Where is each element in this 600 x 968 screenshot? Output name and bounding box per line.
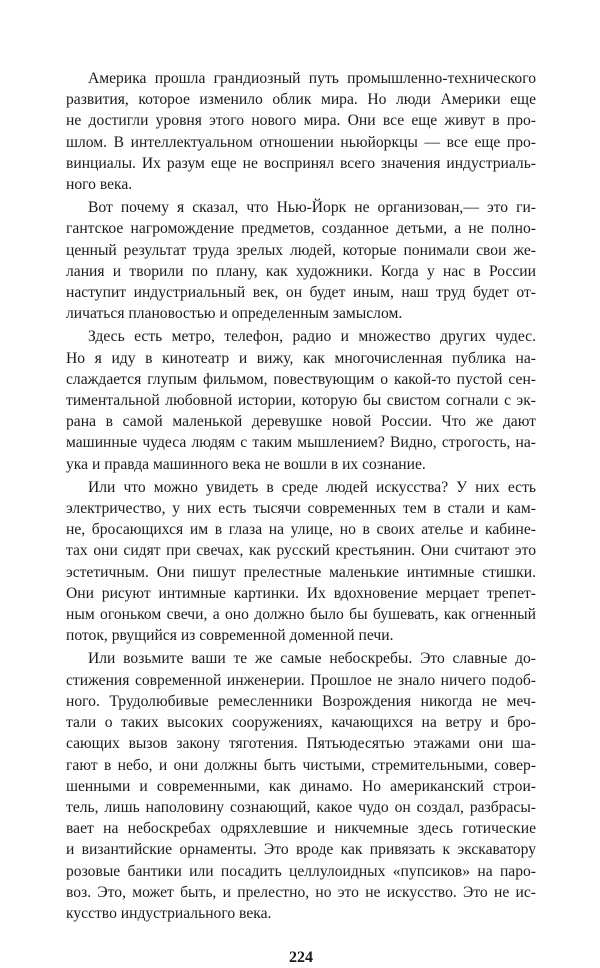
text-line: слаждается глупым фильмом, повествующим о какой-то пустой сен- [66, 370, 536, 388]
text-line: электричество, у них есть тысячи современных тем в стали и кам- [66, 500, 536, 518]
text-line: лания и творили по плану, как художники. Когда у нас в России [66, 262, 536, 280]
paragraph [66, 648, 536, 924]
page-number: 224 [289, 949, 313, 967]
page-content [66, 68, 536, 968]
text-line: кусство индустриального века. [66, 904, 272, 922]
paragraph [66, 68, 536, 195]
text-line: гантское нагромождение предметов, созданное детьми, а не полно- [66, 220, 536, 238]
text-line: шенными и современными, как динамо. Но американский строи- [66, 777, 536, 795]
text-line: и византийские орнаменты. Это вроде как привязать к экскаватору [66, 841, 536, 859]
paragraph [66, 197, 536, 324]
text-line: винциалы. Их разум еще не воспринял всего значения индустриаль- [66, 154, 536, 172]
text-line: стижения современной инженерии. Прошлое не знало ничего подоб- [66, 671, 536, 689]
text-line: сающих вызов закону тяготения. Пятьюдесятью этажами они ша- [66, 735, 536, 753]
paragraph [66, 326, 536, 474]
text-line: розовые бантики или посадить целлулоидных «пупсиков» на паро- [66, 862, 536, 880]
text-line: Но я иду в кинотеатр и вижу, как многочисленная публика на- [66, 349, 536, 367]
text-line: шлом. В интеллектуальном отношении ньюйоркцы — все еще про- [66, 133, 536, 151]
text-line: воз. Это, может быть, и прелестно, но это не искусство. Это не ис- [66, 883, 536, 901]
text-line: ценный результат труда зрелых людей, которые понимали свои же- [66, 241, 536, 259]
text-line: ного века. [66, 176, 133, 194]
text-line: эстетичным. Они пишут прелестные маленькие интимные стишки. [66, 563, 536, 581]
text-line: Или что можно увидеть в среде людей искусства? У них есть [88, 478, 536, 496]
text-line: машинные чудеса людям с таким мышлением? Видно, строгость, на- [66, 434, 536, 452]
text-line: Америка прошла грандиозный путь промышленно-технического [88, 70, 536, 87]
text-line: наступит индустриальный век, он будет иным, наш труд будет от- [66, 284, 536, 302]
text-line: не, бросающихся им в глаза на улице, но в своих ателье и кабине- [66, 521, 536, 539]
text-line: не достигли уровня этого нового мира. Они все еще живут в про- [66, 112, 536, 130]
text-line: развития, которое изменило облик мира. Но люди Америки еще [66, 91, 536, 109]
text-line: личаться плановостью и определенным замыслом. [66, 305, 403, 323]
text-line: тах они сидят при свечах, как русский крестьянин. Они считают это [66, 542, 536, 560]
page-body-text [66, 68, 536, 924]
text-line: тали о таких высоких сооружениях, качающихся на ветру и бро- [66, 714, 536, 732]
text-line: Вот почему я сказал, что Нью-Йорк не организован,— это ги- [88, 199, 536, 217]
text-line: гают в небо, и они должны быть чистыми, стремительными, совер- [66, 756, 536, 774]
text-line: рана в самой маленькой деревушке новой России. Что же дают [66, 413, 536, 431]
paragraph [66, 477, 536, 647]
text-line: ным огоньком свечи, а оно должно было бы бушевать, как огненный [66, 606, 536, 624]
text-line: ного. Трудолюбивые ремесленники Возрождения никогда не меч- [66, 692, 536, 710]
text-line: ука и правда машинного века не вошли в их сознание. [66, 455, 426, 473]
text-line: Или возьмите ваши те же самые небоскребы. Это славные до- [88, 650, 536, 668]
text-line: тель, лишь наполовину сознающий, какое чудо он создал, разбрасы- [66, 798, 536, 816]
text-line: поток, рвущийся из современной доменной печи. [66, 627, 394, 645]
text-line: Здесь есть метро, телефон, радио и множество других чудес. [88, 328, 536, 346]
text-line: тиментальной любовной истории, которую бы свистом согнали с эк- [66, 392, 536, 410]
text-line: Они рисуют интимные картинки. Их вдохновение мерцает трепет- [66, 584, 536, 602]
text-line: вает на небоскребах одряхлевшие и никчемные здесь готические [66, 820, 536, 838]
